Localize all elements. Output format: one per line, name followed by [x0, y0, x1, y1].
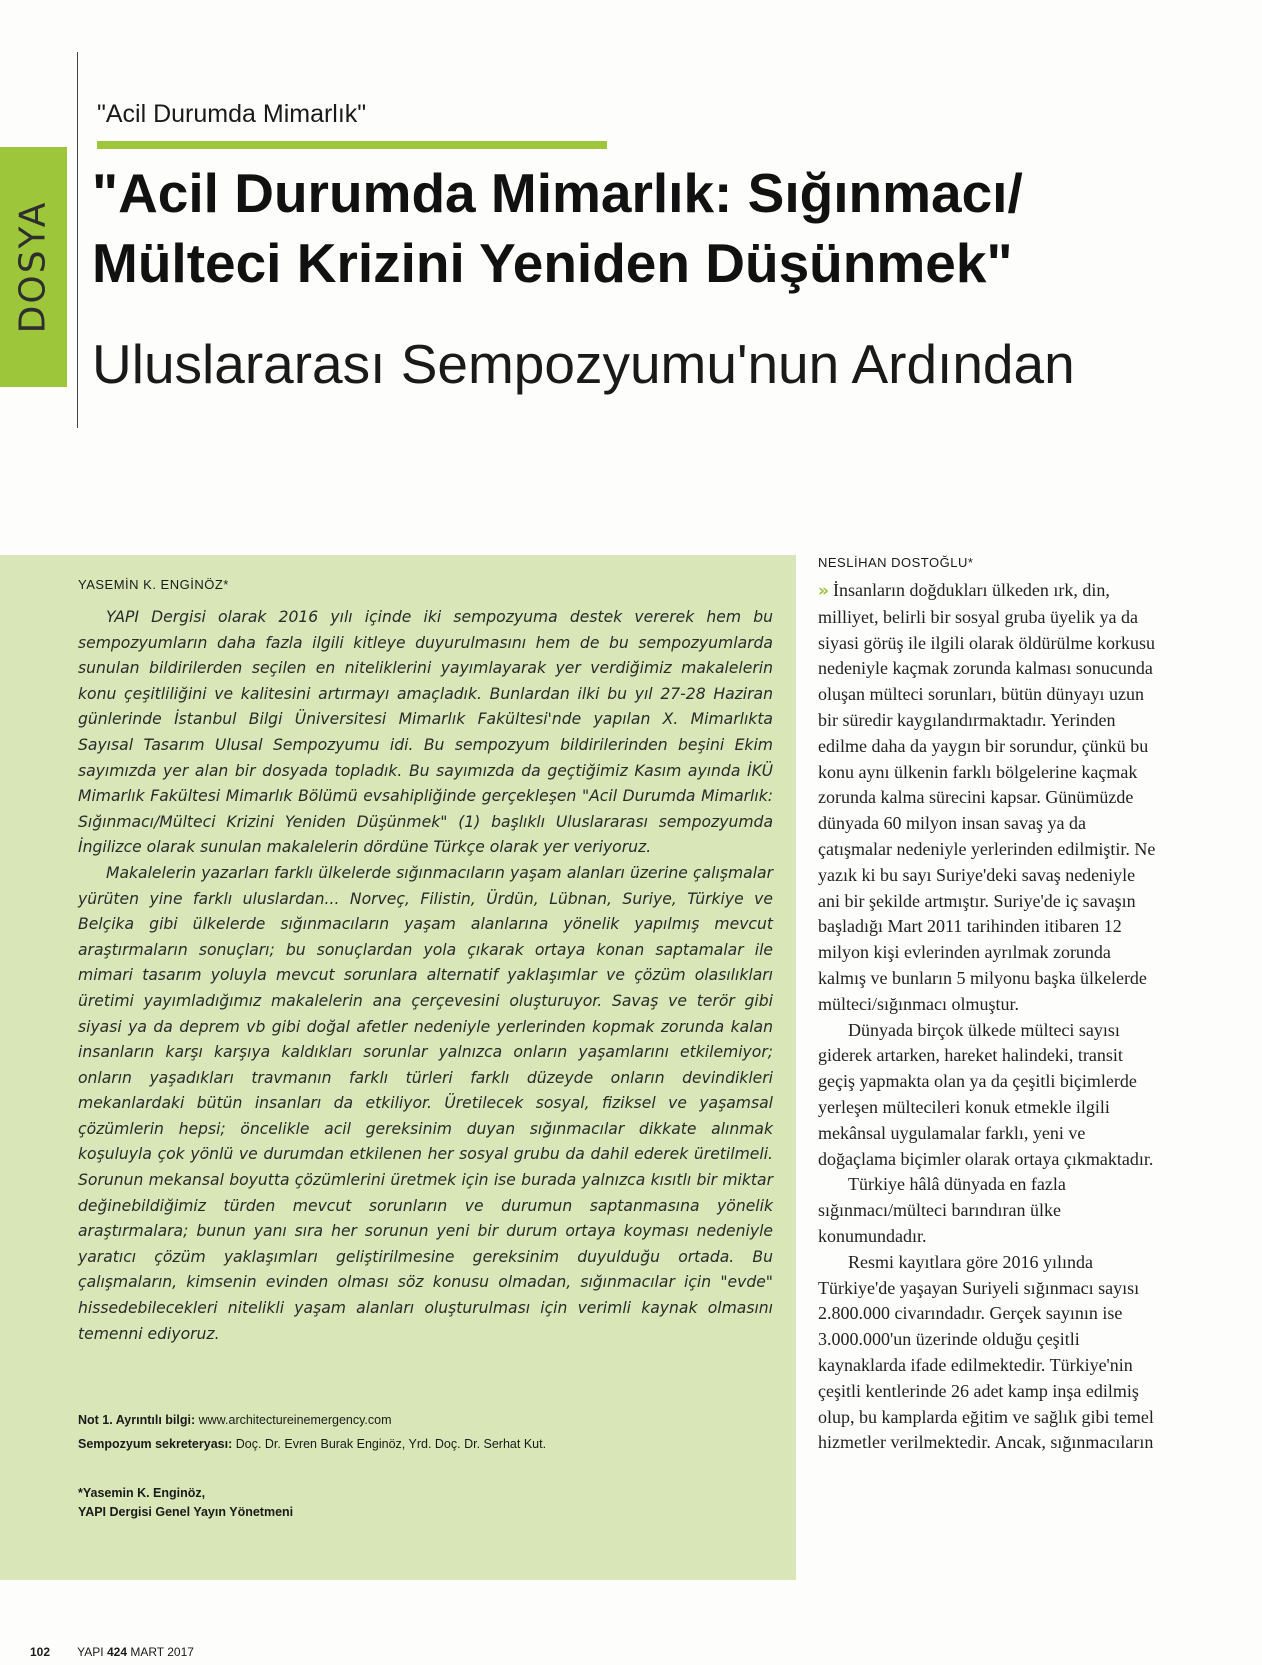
kicker: "Acil Durumda Mimarlık" [97, 100, 367, 128]
right-paragraph-1 [818, 578, 1158, 1018]
signature-name: *Yasemin K. Enginöz, [78, 1486, 206, 1500]
right-author: NESLİHAN DOSTOĞLU* [818, 555, 974, 570]
accent-bar [97, 141, 607, 149]
article-subtitle: Uluslararası Sempozyumu'nun Ardından [92, 333, 1075, 395]
right-paragraph-3: Türkiye hâlâ dünyada en fazla sığınmacı/mülteci barındıran ülke konumundadır. [818, 1174, 1066, 1246]
author-signature [78, 1484, 293, 1522]
issue-date: MART 2017 [130, 1645, 194, 1659]
right-body [818, 578, 1158, 1456]
left-paragraph-2: Makalelerin yazarları farklı ülkelerde sığınmacıların yaşam alanları üzerine çalışmalar yürüten yine farklı uluslardan... Norveç, Filistin, Ürdün, Lübnan, Suriye, Türkiye ve Belçika gibi ülkelerde sığınmacıların yaşam alanlarına yönelik yapılmış mevcut araştırmaların sonuçları; bu sonuçlardan yola çıkarak ortaya konan saptamalar ile mimari tasarım yoluyla mevcut sorunlara alternatif yaklaşımlar ve çözüm olasılıkları üretimi yayımladığımız makalelerin ana çerçevesini oluşturuyor. Savaş ve terör gibi siyasi ya da deprem vb gibi doğal afetler nedeniyle yerlerinden kopmak zorunda kalan insanların karşı karşıya kaldıkları sorunlar yalnızca onların yaşamlarını etkilemiyor; onların yaşadıkları travmanın farklı türleri farklı düzeyde onların devindikleri mekanlardaki bütün insanları da etkiliyor. Üretilecek sosyal, fiziksel ve yaşamsal çözümlerin hepsi; öncelikle acil gereksinim duyan sığınmacılar dikkate alınmak koşuluyla çok yönlü ve durumdan etkilenen her sosyal grubu da dahil ederek üretilmeli. Sorunun mekansal boyutta çözümlerini üretmek için ise burada yalnızca kısıtlı bir miktar değinebildiğimiz türden mevcut sorunların ve durumun saptanmasına yönelik araştırmalara; bunun yanı sıra her sorunun yeni bir durum ortaya koyması nedeniyle yaratıcı çözüm yaklaşımları geliştirilmesine gereksinim duyulduğu ortada. Bu çalışmaların, kimsenin evinden olması söz konusu olmadan, sığınmacılar için "evde" hissedebilecekleri nitelikli yaşam alanları oluşturulması için verimli kaynak olmasını temenni ediyoruz. [78, 863, 773, 1343]
note-label: Not 1. Ayrıntılı bilgi: [78, 1413, 196, 1427]
title-line-2: Mülteci Krizini Yeniden Düşünmek" [92, 232, 1013, 294]
left-body [78, 605, 773, 1347]
magazine-name: YAPI [77, 1645, 104, 1659]
section-tab-label: DOSYA [12, 200, 54, 334]
signature-role: YAPI Dergisi Genel Yayın Yönetmeni [78, 1505, 294, 1519]
page-footer [30, 1645, 194, 1659]
secretariat-value: Doç. Dr. Evren Burak Enginöz, Yrd. Doç. Dr. Serhat Kut. [235, 1437, 547, 1451]
secretariat-line [78, 1437, 778, 1451]
page-number: 102 [30, 1645, 51, 1659]
vertical-rule [77, 52, 78, 428]
title-line-1: "Acil Durumda Mimarlık: Sığınmacı/ [92, 162, 1023, 224]
left-paragraph-1: YAPI Dergisi olarak 2016 yılı içinde iki sempozyuma destek vererek hem bu sempozyumların daha fazla ilgili kitleye duyurulmasını hem de bu sempozyumlarda sunulan bildirilerden seçilen en niteliklerini yayımlayarak yer verdiğimiz makalelerin konu çeşitliliğini ve kalitesini artırmayı amaçladık. Bunlardan ilki bu yıl 27-28 Haziran günlerinde İstanbul Bilgi Üniversitesi Mimarlık Fakültesi'nde yapılan X. Mimarlıkta Sayısal Tasarım Ulusal Sempozyumu idi. Bu sempozyum bildirilerinden beşini Ekim sayımızda yer alan bir dosyada topladık. Bu sayımızda da geçtiğimiz Kasım ayında İKÜ Mimarlık Fakültesi Mimarlık Bölümü evsahipliğinde gerçekleşen "Acil Durumda Mimarlık: Sığınmacı/Mülteci Krizini Yeniden Düşünmek" (1) başlıklı Uluslararası sempozyumda İngilizce olarak sunulan makalelerin dördüne Türkçe olarak yer veriyoruz. [78, 608, 773, 857]
issue-number: 424 [106, 1645, 127, 1659]
right-paragraph-4: Resmi kayıtlara göre 2016 yılında Türkiye'de yaşayan Suriyeli sığınmacı sayısı 2.800.000 civarındadır. Gerçek sayının ise 3.000.000'un üzerinde olduğu çeşitli kaynaklarda ifade edilmektedir. Türkiye'nin çeşitli kentlerinde 26 adet kamp inşa edilmiş olup, bu kamplarda eğitim ve sağlık gibi temel hizmetler verilmektedir. Ancak, sığınmacıların [818, 1251, 1154, 1453]
article-title [92, 158, 1192, 298]
secretariat-label: Sempozyum sekreteryası: [78, 1437, 233, 1451]
left-author: YASEMİN K. ENGİNÖZ* [78, 577, 229, 592]
right-paragraph-1-text: İnsanların doğdukları ülkeden ırk, din, milliyet, belirli bir sosyal gruba üyelik ya da siyasi görüş ile ilgili olarak öldürülme korkusu nedeniyle kaçmak zorunda kalması sonucunda oluşan mülteci sorunları, bütün dünyayı uzun bir süredir kaygılandırmaktadır. Yerinden edilme daha da yaygın bir sorundur, çünkü bu konu aynı ülkenin farklı bölgelerine kaçmak zorunda kalma sürecini kapsar. Günümüzde dünyada 60 milyon insan savaş ya da çatışmalar nedeniyle yerlerinden edilmiştir. Ne yazık ki bu sayı Suriye'deki savaş nedeniyle ani bir şekilde artmıştır. Suriye'de iç savaşın başladığı Mart 2011 tarihinden itibaren 12 milyon kişi evlerinden ayrılmak zorunda kalmış ve bunların 5 milyonu başka ülkelerde mülteci/sığınmacı olmuştur. [818, 580, 1156, 1014]
chevron-icon: » [818, 581, 829, 601]
right-paragraph-2: Dünyada birçok ülkede mülteci sayısı giderek artarken, hareket halindeki, transit geçiş yapmakta olan ya da çeşitli biçimlerde yerleşen mültecileri konuk etmekle ilgili mekânsal uygulamalar farklı, yeni ve doğaçlama biçimler olarak ortaya çıkmaktadır. [818, 1019, 1154, 1169]
note-link[interactable]: www.architectureinemergency.com [198, 1413, 392, 1427]
note-line [78, 1413, 778, 1427]
